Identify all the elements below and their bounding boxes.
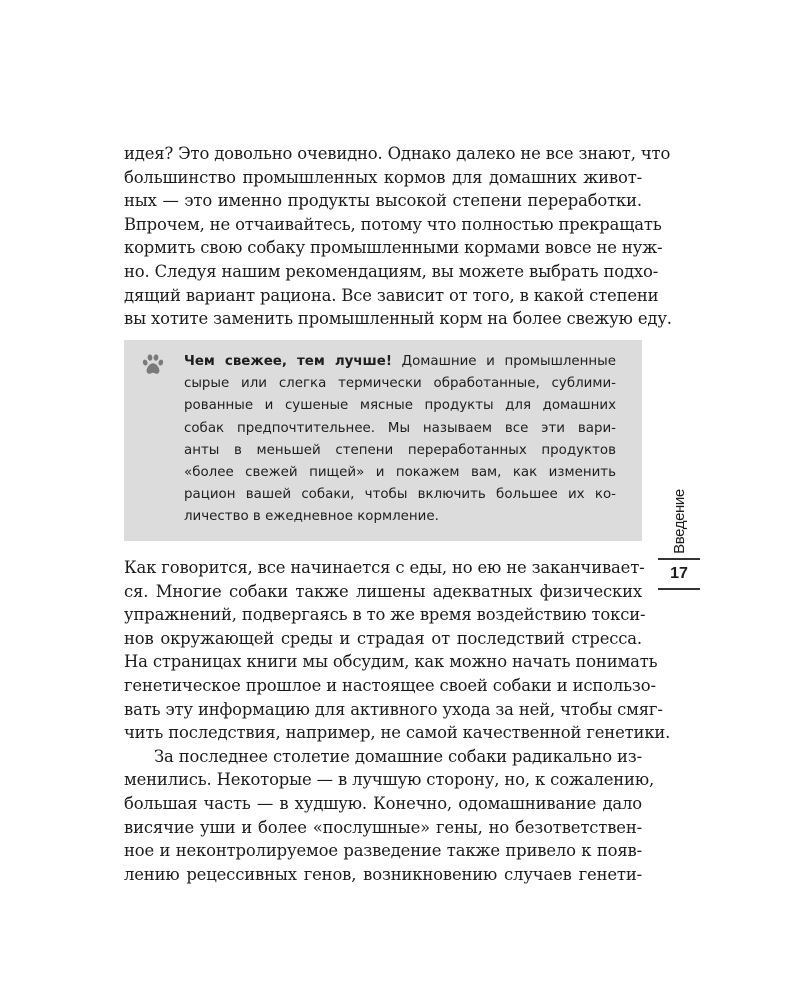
text-line: идея? Это довольно очевидно. Однако далеко не все знают, что: [124, 144, 671, 163]
tip-callout-box: [124, 340, 642, 541]
section-label: [668, 488, 690, 554]
paragraph-2: [124, 556, 671, 886]
text-line: Как говорится, все начинается с еды, но ею не заканчивает-: [124, 558, 645, 577]
paw-icon: [141, 353, 165, 377]
callout-title: Чем свежее, тем лучше!: [184, 354, 392, 369]
text-line: упражнений, подвергаясь в то же время воздействию токси-: [124, 605, 646, 625]
text-line: но. Следуя нашим рекомендациям, вы можете выбрать подхо-: [124, 261, 659, 281]
section-title: Введение: [670, 488, 688, 554]
text-line: вы хотите заменить промышленный корм на более свежую еду.: [124, 309, 672, 329]
callout-line: рованные и сушеные мясные продукты для домашних: [184, 398, 616, 414]
text-line: нов окружающей среды и страдая от последствий стресса.: [124, 628, 642, 648]
text-line: дящий вариант рациона. Все зависит от того, в какой степени: [124, 285, 659, 305]
callout-text: [184, 351, 616, 529]
section-side-tab: [658, 488, 700, 592]
callout-line: [184, 351, 616, 373]
callout-line: «более свежей пищей» и покажем вам, как изменить: [184, 464, 616, 480]
callout-line: рацион вашей собаки, чтобы включить большее их ко-: [184, 487, 616, 503]
text-line: большинство промышленных кормов для домашних живот-: [124, 167, 642, 187]
callout-first-line-text: Домашние и промышленные: [391, 354, 616, 369]
divider: [658, 588, 700, 590]
divider: [658, 558, 700, 560]
callout-line: личество в ежедневное кормление.: [184, 509, 439, 525]
callout-line: анты в меньшей степени переработанных продуктов: [184, 442, 616, 458]
callout-line: сырые или слегка термически обработанные, сублими-: [184, 376, 616, 392]
callout-line: собак предпочтительнее. Мы называем все эти вари-: [184, 420, 616, 436]
text-line: вать эту информацию для активного ухода за ней, чтобы смяг-: [124, 699, 663, 719]
text-line: кормить свою собаку промышленными кормами вовсе не нуж-: [124, 238, 663, 258]
text-line: ся. Многие собаки также лишены адекватных физических: [124, 581, 642, 601]
text-line: Впрочем, не отчаивайтесь, потому что полностью прекращать: [124, 214, 662, 234]
text-line: ных — это именно продукты высокой степени переработки.: [124, 191, 642, 211]
text-line: лению рецессивных генов, возникновению случаев генети-: [124, 864, 642, 884]
text-line: менились. Некоторые — в лучшую сторону, но, к сожалению,: [124, 770, 655, 790]
text-line: ное и неконтролируемое разведение также привело к появ-: [124, 841, 642, 861]
text-line: чить последствия, например, не самой качественной генетики.: [124, 723, 671, 743]
paragraph-1: [124, 142, 672, 331]
text-line: На страницах книги мы обсудим, как можно начать понимать: [124, 652, 658, 672]
text-line: генетическое прошлое и настоящее своей собаки и использо-: [124, 675, 656, 695]
text-line: За последнее столетие домашние собаки радикально из-: [154, 746, 642, 766]
page-number: 17: [670, 565, 688, 582]
text-line: большая часть — в худшую. Конечно, одомашнивание дало: [124, 793, 642, 813]
text-line: висячие уши и более «послушные» гены, но безответствен-: [124, 817, 642, 837]
